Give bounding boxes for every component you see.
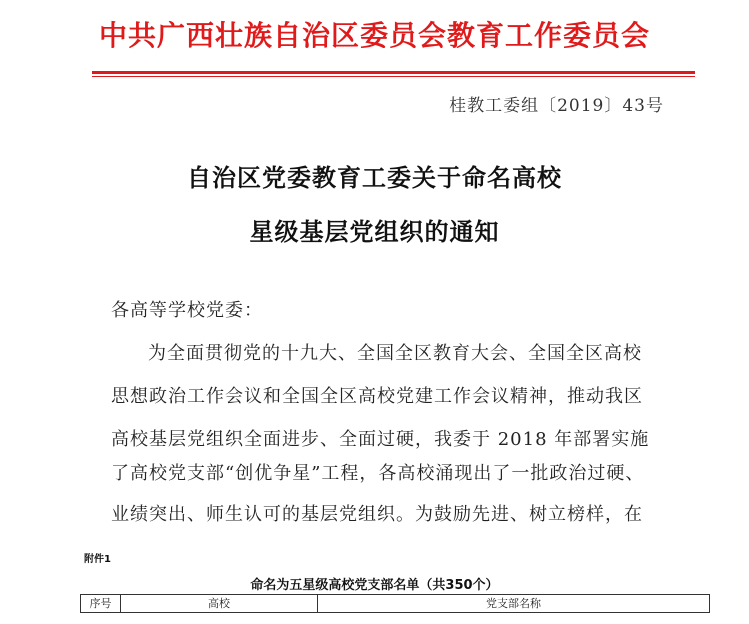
document-number: 桂教工委组〔2019〕43号 [449, 96, 664, 116]
body-paragraph-line: 了高校党支部“创优争星”工程，各高校涌现出了一批政治过硬、 [111, 463, 645, 484]
red-header-rule [92, 71, 695, 74]
body-paragraph-line: 业绩突出、师生认可的基层党组织。为鼓励先进、树立榜样，在 [111, 504, 643, 525]
body-paragraph-line: 思想政治工作会议和全国全区高校党建工作会议精神，推动我区 [111, 386, 643, 407]
column-header-seq: 序号 [81, 595, 121, 612]
attachment-label: 附件1 [84, 554, 111, 565]
salutation: 各高等学校党委： [111, 300, 263, 321]
body-paragraph-line: 高校基层党组织全面进步、全面过硬，我委于 2018 年部署实施 [111, 429, 650, 450]
red-header-rule-thin [92, 76, 695, 77]
column-header-branch-name: 党支部名称 [486, 597, 541, 610]
notice-title-line-2: 星级基层党组织的通知 [249, 218, 500, 246]
body-paragraph-line: 为全面贯彻党的十九大、全国全区教育大会、全国全区高校 [148, 343, 642, 364]
issuing-organization-header: 中共广西壮族自治区委员会教育工作委员会 [98, 19, 650, 52]
attachment-table-header [80, 594, 710, 613]
notice-title-line-1: 自治区党委教育工委关于命名高校 [187, 164, 562, 192]
attachment-title: 命名为五星级高校党支部名单（共350个） [250, 578, 499, 593]
column-header-school: 高校 [121, 595, 318, 612]
